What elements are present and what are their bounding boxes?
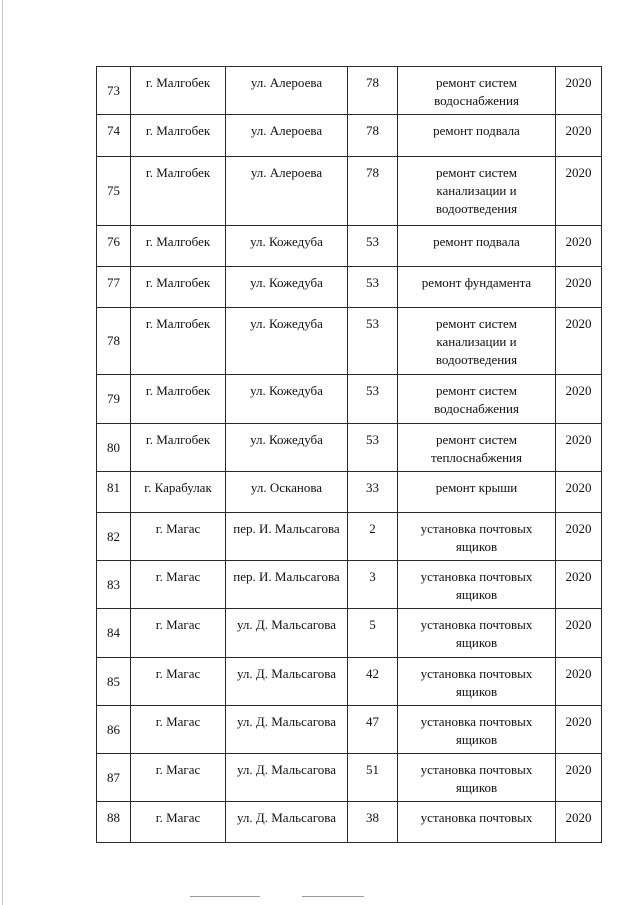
table-row <box>97 67 602 115</box>
scan-mark <box>302 896 364 897</box>
house-cell: 53 <box>348 226 398 267</box>
table-body <box>97 67 602 843</box>
work-type-cell: установка почтовых <box>398 802 556 843</box>
street-cell: ул. Д. Мальсагова <box>226 609 348 658</box>
street-cell: ул. Д. Мальсагова <box>226 802 348 843</box>
table-row <box>97 609 602 658</box>
street-cell: ул. Кожедуба <box>226 226 348 267</box>
work-type-cell: ремонт систем теплоснабжения <box>398 424 556 472</box>
city-cell: г. Малгобек <box>131 308 226 375</box>
city-cell: г. Магас <box>131 609 226 658</box>
table-row <box>97 157 602 226</box>
work-type-cell: ремонт подвала <box>398 226 556 267</box>
row-number: 75 <box>97 157 131 226</box>
work-type-cell: ремонт крыши <box>398 472 556 513</box>
table-row <box>97 513 602 561</box>
house-cell: 53 <box>348 308 398 375</box>
house-cell: 51 <box>348 754 398 802</box>
city-cell: г. Малгобек <box>131 115 226 157</box>
street-cell: пер. И. Мальсагова <box>226 561 348 609</box>
year-cell: 2020 <box>556 609 602 658</box>
house-cell: 42 <box>348 658 398 706</box>
row-number: 76 <box>97 226 131 267</box>
street-cell: ул. Кожедуба <box>226 267 348 308</box>
house-cell: 78 <box>348 67 398 115</box>
city-cell: г. Магас <box>131 802 226 843</box>
scan-artifact-marks <box>190 896 400 898</box>
table-row <box>97 802 602 843</box>
row-number: 82 <box>97 513 131 561</box>
table-row <box>97 308 602 375</box>
row-number: 88 <box>97 802 131 843</box>
table-row <box>97 115 602 157</box>
house-cell: 47 <box>348 706 398 754</box>
year-cell: 2020 <box>556 754 602 802</box>
row-number: 86 <box>97 706 131 754</box>
row-number: 84 <box>97 609 131 658</box>
table-row <box>97 561 602 609</box>
year-cell: 2020 <box>556 658 602 706</box>
house-cell: 53 <box>348 267 398 308</box>
house-cell: 53 <box>348 424 398 472</box>
scan-edge-line <box>2 0 3 905</box>
row-number: 85 <box>97 658 131 706</box>
row-number: 81 <box>97 472 131 513</box>
row-number: 87 <box>97 754 131 802</box>
house-cell: 3 <box>348 561 398 609</box>
year-cell: 2020 <box>556 157 602 226</box>
table-row <box>97 267 602 308</box>
year-cell: 2020 <box>556 561 602 609</box>
street-cell: ул. Алероева <box>226 67 348 115</box>
year-cell: 2020 <box>556 226 602 267</box>
year-cell: 2020 <box>556 308 602 375</box>
house-cell: 38 <box>348 802 398 843</box>
city-cell: г. Магас <box>131 561 226 609</box>
row-number: 73 <box>97 67 131 115</box>
row-number: 80 <box>97 424 131 472</box>
work-type-cell: установка почтовых ящиков <box>398 561 556 609</box>
work-type-cell: ремонт систем канализации и водоотведения <box>398 157 556 226</box>
row-number: 79 <box>97 375 131 424</box>
year-cell: 2020 <box>556 706 602 754</box>
year-cell: 2020 <box>556 513 602 561</box>
city-cell: г. Малгобек <box>131 67 226 115</box>
table-row <box>97 375 602 424</box>
street-cell: ул. Д. Мальсагова <box>226 754 348 802</box>
house-cell: 53 <box>348 375 398 424</box>
house-cell: 78 <box>348 115 398 157</box>
house-cell: 5 <box>348 609 398 658</box>
house-cell: 2 <box>348 513 398 561</box>
work-type-cell: установка почтовых ящиков <box>398 706 556 754</box>
table-row <box>97 754 602 802</box>
row-number: 78 <box>97 308 131 375</box>
city-cell: г. Магас <box>131 706 226 754</box>
scan-mark <box>190 896 260 897</box>
city-cell: г. Малгобек <box>131 267 226 308</box>
city-cell: г. Малгобек <box>131 226 226 267</box>
work-type-cell: установка почтовых ящиков <box>398 609 556 658</box>
city-cell: г. Магас <box>131 754 226 802</box>
city-cell: г. Малгобек <box>131 424 226 472</box>
work-type-cell: ремонт подвала <box>398 115 556 157</box>
street-cell: ул. Кожедуба <box>226 308 348 375</box>
street-cell: ул. Кожедуба <box>226 375 348 424</box>
street-cell: ул. Алероева <box>226 115 348 157</box>
city-cell: г. Малгобек <box>131 375 226 424</box>
work-type-cell: ремонт систем канализации и водоотведения <box>398 308 556 375</box>
street-cell: ул. Кожедуба <box>226 424 348 472</box>
year-cell: 2020 <box>556 115 602 157</box>
work-type-cell: ремонт систем водоснабжения <box>398 375 556 424</box>
work-type-cell: ремонт фундамента <box>398 267 556 308</box>
street-cell: ул. Д. Мальсагова <box>226 706 348 754</box>
year-cell: 2020 <box>556 424 602 472</box>
street-cell: пер. И. Мальсагова <box>226 513 348 561</box>
table-row <box>97 424 602 472</box>
city-cell: г. Карабулак <box>131 472 226 513</box>
row-number: 77 <box>97 267 131 308</box>
table-row <box>97 226 602 267</box>
year-cell: 2020 <box>556 375 602 424</box>
work-type-cell: установка почтовых ящиков <box>398 513 556 561</box>
city-cell: г. Магас <box>131 658 226 706</box>
year-cell: 2020 <box>556 472 602 513</box>
city-cell: г. Магас <box>131 513 226 561</box>
work-type-cell: ремонт систем водоснабжения <box>398 67 556 115</box>
table-row <box>97 706 602 754</box>
work-type-cell: установка почтовых ящиков <box>398 658 556 706</box>
row-number: 74 <box>97 115 131 157</box>
year-cell: 2020 <box>556 67 602 115</box>
repair-schedule-table <box>96 66 602 843</box>
street-cell: ул. Осканова <box>226 472 348 513</box>
table-row <box>97 472 602 513</box>
street-cell: ул. Алероева <box>226 157 348 226</box>
house-cell: 33 <box>348 472 398 513</box>
street-cell: ул. Д. Мальсагова <box>226 658 348 706</box>
table-row <box>97 658 602 706</box>
city-cell: г. Малгобек <box>131 157 226 226</box>
year-cell: 2020 <box>556 267 602 308</box>
house-cell: 78 <box>348 157 398 226</box>
year-cell: 2020 <box>556 802 602 843</box>
row-number: 83 <box>97 561 131 609</box>
work-type-cell: установка почтовых ящиков <box>398 754 556 802</box>
